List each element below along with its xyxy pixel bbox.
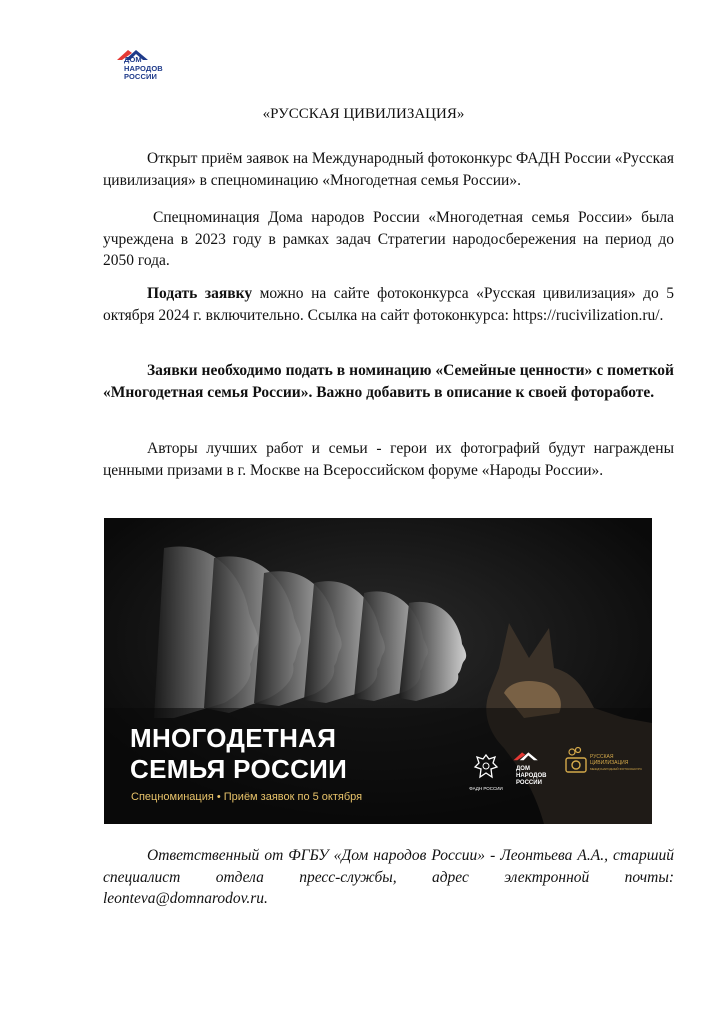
banner-title [130, 723, 347, 785]
rc-logo-line-2: ЦИВИЛИЗАЦИЯ [590, 760, 629, 766]
rc-logo-line-3: МЕЖДУНАРОДНЫЙ ФОТОКОНКУРС [590, 767, 643, 771]
banner-subtitle: Спецноминация • Приём заявок по 5 октября [131, 791, 363, 803]
banner-dom-line-2: НАРОДОВ [516, 773, 547, 779]
paragraph-nomination: Спецноминация Дома народов России «Многодетная семья России» была учреждена в 2023 году в рамках задач Стратегии народосбережения на период до 2050 года. [103, 209, 674, 269]
banner-dom-logo [512, 748, 562, 787]
logo-line-3: РОССИИ [124, 72, 157, 82]
page-title: «РУССКАЯ ЦИВИЛИЗАЦИЯ» [262, 106, 465, 122]
camera-flower-icon [564, 746, 588, 774]
apply-text: можно на сайте фотоконкурса «Русская цивилизация» до 5 октября 2024 г. включительно. Ссылка на сайт фотоконкурса: https://rucivilization.ru/. [103, 285, 675, 324]
paragraph-instructions: Заявки необходимо подать в номинацию «Семейные ценности» с пометкой «Многодетная семья России». Важно добавить в описание к своей фотоработе. [103, 362, 674, 401]
eagle-emblem-icon [473, 753, 499, 781]
logo-line-2: НАРОДОВ [124, 63, 163, 73]
banner-title-line-1: МНОГОДЕТНАЯ [130, 723, 337, 753]
paragraph-intro: Открыт приём заявок на Международный фотоконкурс ФАДН России «Русская цивилизация» в спецноминацию «Многодетная семья России». [103, 150, 674, 189]
apply-bold-label: Подать заявку [147, 285, 253, 302]
fadn-logo-label: ФАДН РОССИИ [469, 786, 503, 791]
rc-logo-line-1: РУССКАЯ [590, 754, 614, 760]
contest-banner [104, 518, 652, 824]
dom-narodov-logo [116, 47, 186, 93]
responsible-contact: Ответственный от ФГБУ «Дом народов России» - Леонтьева А.А., старший специалист отдела пресс-службы, адрес электронной почты: leonteva@domnarodov.ru. [103, 847, 674, 907]
banner-title-line-2: СЕМЬЯ РОССИИ [130, 754, 348, 784]
banner-dom-line-1: ДОМ [516, 766, 530, 772]
paragraph-apply [103, 283, 674, 326]
banner-dom-line-3: РОССИИ [516, 780, 542, 786]
roof-small-icon [512, 750, 540, 761]
logo-line-1: ДОМ [124, 55, 142, 64]
fadn-logo [464, 753, 508, 791]
paragraph-prizes: Авторы лучших работ и семьи - герои их фотографий будут награждены ценными призами в г. Москве на Всероссийском форуме «Народы России». [103, 440, 674, 479]
